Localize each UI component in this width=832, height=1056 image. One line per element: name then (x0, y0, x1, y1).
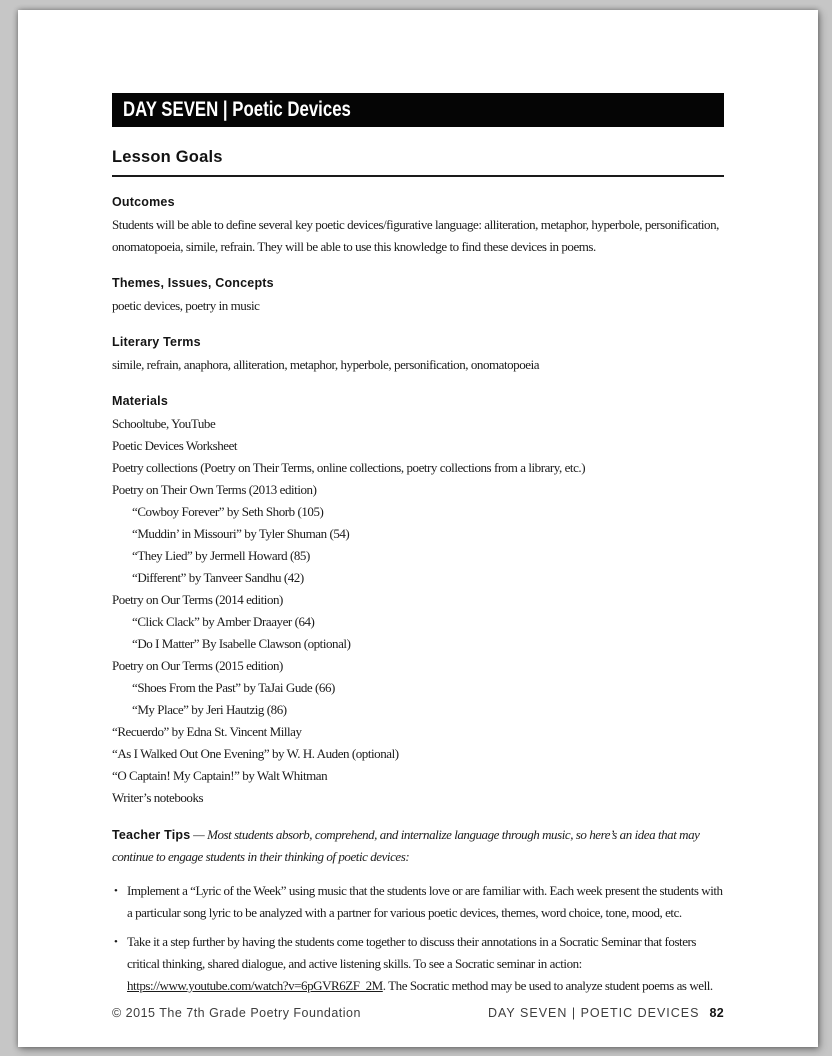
footer-section-label: DAY SEVEN | POETIC DEVICES (488, 1006, 700, 1020)
outcomes-heading: Outcomes (112, 195, 175, 209)
teacher-tips-bullets (112, 880, 724, 997)
teacher-tips-separator: — (190, 827, 208, 842)
tip-bullet-socratic-seminar (112, 931, 724, 997)
footer-copyright: © 2015 The 7th Grade Poetry Foundation (112, 1006, 361, 1020)
materials-subitem: “Cowboy Forever” by Seth Shorb (105) (132, 504, 324, 519)
materials-list (112, 413, 724, 809)
outcomes-body: Students will be able to define several key poetic devices/figurative language: alliteration, metaphor, hyperbole, personification, onomatopoeia, simile, refrain. They will be able to use this knowledge to find these devices in poems. (112, 217, 719, 254)
footer-running-head (488, 1006, 724, 1020)
materials-item: “As I Walked Out One Evening” by W. H. Auden (optional) (112, 746, 399, 761)
teacher-tips-intro: Most students absorb, comprehend, and internalize language through music, so here’s an idea that may continue to engage students in their thinking of poetic devices: (112, 827, 700, 864)
materials-subitem: “Do I Matter” By Isabelle Clawson (optional) (132, 636, 351, 651)
tip-bullet-text: Implement a “Lyric of the Week” using music that the students love or are familiar with. Each week present the students with a particular song lyric to be analyzed with a partner for various poetic devices, themes, word choice, tone, mood, etc. (127, 883, 723, 920)
footer-page-number: 82 (709, 1006, 724, 1020)
materials-item: Poetry on Their Own Terms (2013 edition) (112, 482, 317, 497)
materials-subitem: “My Place” by Jeri Hautzig (86) (132, 702, 287, 717)
literary-terms-heading: Literary Terms (112, 335, 201, 349)
materials-item: Poetic Devices Worksheet (112, 438, 238, 453)
materials-item: Poetry collections (Poetry on Their Terms, online collections, poetry collections from a library, etc.) (112, 460, 586, 475)
document-page (18, 10, 818, 1047)
materials-item: Poetry on Our Terms (2014 edition) (112, 592, 283, 607)
materials-subitem: “Click Clack” by Amber Draayer (64) (132, 614, 315, 629)
page-footer (112, 1006, 724, 1020)
materials-subitem: “Shoes From the Past” by TaJai Gude (66) (132, 680, 335, 695)
materials-item: Schooltube, YouTube (112, 416, 216, 431)
themes-body: poetic devices, poetry in music (112, 298, 260, 313)
tip-bullet-lyric-of-week (112, 880, 724, 924)
youtube-link[interactable]: https://www.youtube.com/watch?v=6pGVR6ZF_2M (127, 978, 383, 993)
day-title-bar (112, 93, 724, 127)
materials-heading: Materials (112, 394, 168, 408)
materials-item: “O Captain! My Captain!” by Walt Whitman (112, 768, 328, 783)
tip-bullet-text: . The Socratic method may be used to analyze student poems as well. (382, 978, 713, 993)
materials-item: “Recuerdo” by Edna St. Vincent Millay (112, 724, 302, 739)
materials-subitem: “Muddin’ in Missouri” by Tyler Shuman (54) (132, 526, 350, 541)
tip-bullet-text: Take it a step further by having the students come together to discuss their annotations in a Socratic Seminar that fosters critical thinking, shared dialogue, and active listening skills. To see a Socratic seminar in action: (127, 934, 697, 971)
materials-subitem: “They Lied” by Jermell Howard (85) (132, 548, 310, 563)
themes-heading: Themes, Issues, Concepts (112, 276, 274, 290)
lesson-goals-heading: Lesson Goals (112, 148, 724, 177)
materials-item: Writer’s notebooks (112, 790, 204, 805)
materials-subitem: “Different” by Tanveer Sandhu (42) (132, 570, 304, 585)
teacher-tips-label: Teacher Tips (112, 828, 191, 842)
materials-item: Poetry on Our Terms (2015 edition) (112, 658, 283, 673)
literary-terms-body: simile, refrain, anaphora, alliteration, metaphor, hyperbole, personification, onomatopoeia (112, 357, 540, 372)
page-title: DAY SEVEN | Poetic Devices (123, 98, 351, 121)
teacher-tips-paragraph (112, 824, 724, 868)
